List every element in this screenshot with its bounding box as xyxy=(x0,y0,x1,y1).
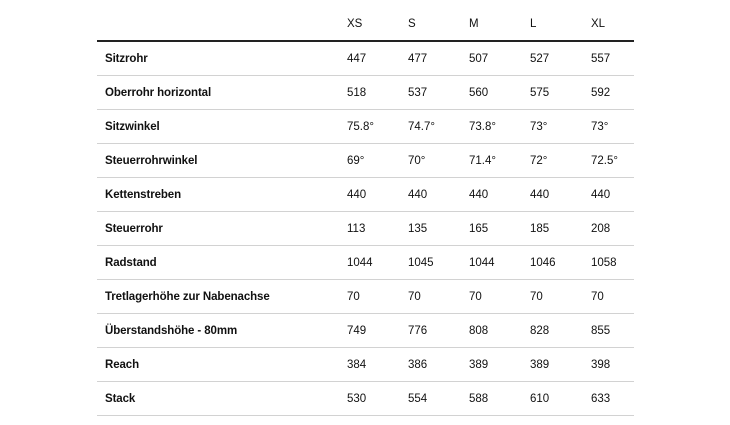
row-value: 69° xyxy=(347,154,365,167)
row-label: Kettenstreben xyxy=(105,188,182,201)
row-value: 855 xyxy=(591,324,611,337)
row-value: 71.4° xyxy=(469,154,496,167)
row-value: 447 xyxy=(347,52,367,65)
row-value: 1044 xyxy=(469,256,495,269)
table-row xyxy=(97,382,634,416)
row-label: Oberrohr horizontal xyxy=(105,86,212,99)
table-row xyxy=(97,212,634,246)
row-value: 73.8° xyxy=(469,120,496,133)
table-row xyxy=(97,42,634,76)
row-value: 633 xyxy=(591,392,611,405)
row-value: 208 xyxy=(591,222,611,235)
row-value: 575 xyxy=(530,86,550,99)
row-label: Sitzrohr xyxy=(105,52,148,65)
row-label: Steuerrohrwinkel xyxy=(105,154,198,167)
row-value: 73° xyxy=(530,120,548,133)
row-value: 440 xyxy=(469,188,489,201)
row-value: 384 xyxy=(347,358,367,371)
table-row xyxy=(97,110,634,144)
table-row xyxy=(97,280,634,314)
table-body xyxy=(97,42,634,416)
row-value: 74.7° xyxy=(408,120,435,133)
row-value: 610 xyxy=(530,392,550,405)
row-value: 386 xyxy=(408,358,428,371)
row-value: 560 xyxy=(469,86,489,99)
row-value: 135 xyxy=(408,222,428,235)
row-label: Sitzwinkel xyxy=(105,120,160,133)
row-value: 70 xyxy=(530,290,543,303)
table-row xyxy=(97,314,634,348)
header-size-xs: XS xyxy=(347,17,363,30)
geometry-table xyxy=(97,7,634,416)
row-value: 75.8° xyxy=(347,120,374,133)
header-size-m: M xyxy=(469,17,479,30)
row-label: Radstand xyxy=(105,256,157,269)
row-value: 70° xyxy=(408,154,426,167)
row-value: 165 xyxy=(469,222,489,235)
row-value: 557 xyxy=(591,52,611,65)
row-value: 1046 xyxy=(530,256,556,269)
row-value: 527 xyxy=(530,52,550,65)
row-value: 185 xyxy=(530,222,550,235)
row-value: 440 xyxy=(347,188,367,201)
row-label: Tretlagerhöhe zur Nabenachse xyxy=(105,290,270,303)
table-row xyxy=(97,348,634,382)
row-value: 1045 xyxy=(408,256,434,269)
header-size-l: L xyxy=(530,17,537,30)
row-value: 530 xyxy=(347,392,367,405)
row-value: 73° xyxy=(591,120,609,133)
row-value: 477 xyxy=(408,52,428,65)
row-value: 518 xyxy=(347,86,367,99)
row-value: 113 xyxy=(347,222,366,235)
table-row xyxy=(97,178,634,212)
row-value: 72.5° xyxy=(591,154,618,167)
row-value: 828 xyxy=(530,324,550,337)
row-value: 70 xyxy=(347,290,360,303)
table-row xyxy=(97,76,634,110)
row-value: 592 xyxy=(591,86,611,99)
table-row xyxy=(97,246,634,280)
header-size-s: S xyxy=(408,17,416,30)
row-value: 1058 xyxy=(591,256,617,269)
row-value: 70 xyxy=(469,290,482,303)
row-value: 588 xyxy=(469,392,489,405)
row-value: 72° xyxy=(530,154,548,167)
row-value: 398 xyxy=(591,358,611,371)
row-value: 70 xyxy=(591,290,604,303)
row-label: Steuerrohr xyxy=(105,222,163,235)
row-value: 70 xyxy=(408,290,421,303)
row-value: 554 xyxy=(408,392,428,405)
row-label: Stack xyxy=(105,392,136,405)
row-value: 440 xyxy=(408,188,428,201)
row-value: 808 xyxy=(469,324,489,337)
row-value: 389 xyxy=(530,358,550,371)
row-value: 1044 xyxy=(347,256,373,269)
row-label: Reach xyxy=(105,358,140,371)
row-value: 749 xyxy=(347,324,367,337)
row-value: 537 xyxy=(408,86,428,99)
row-value: 507 xyxy=(469,52,489,65)
row-value: 440 xyxy=(530,188,550,201)
table-row xyxy=(97,144,634,178)
header-size-xl: XL xyxy=(591,17,606,30)
row-value: 389 xyxy=(469,358,489,371)
row-label: Überstandshöhe - 80mm xyxy=(105,324,238,337)
row-value: 440 xyxy=(591,188,611,201)
row-value: 776 xyxy=(408,324,428,337)
table-header-row xyxy=(97,7,634,42)
